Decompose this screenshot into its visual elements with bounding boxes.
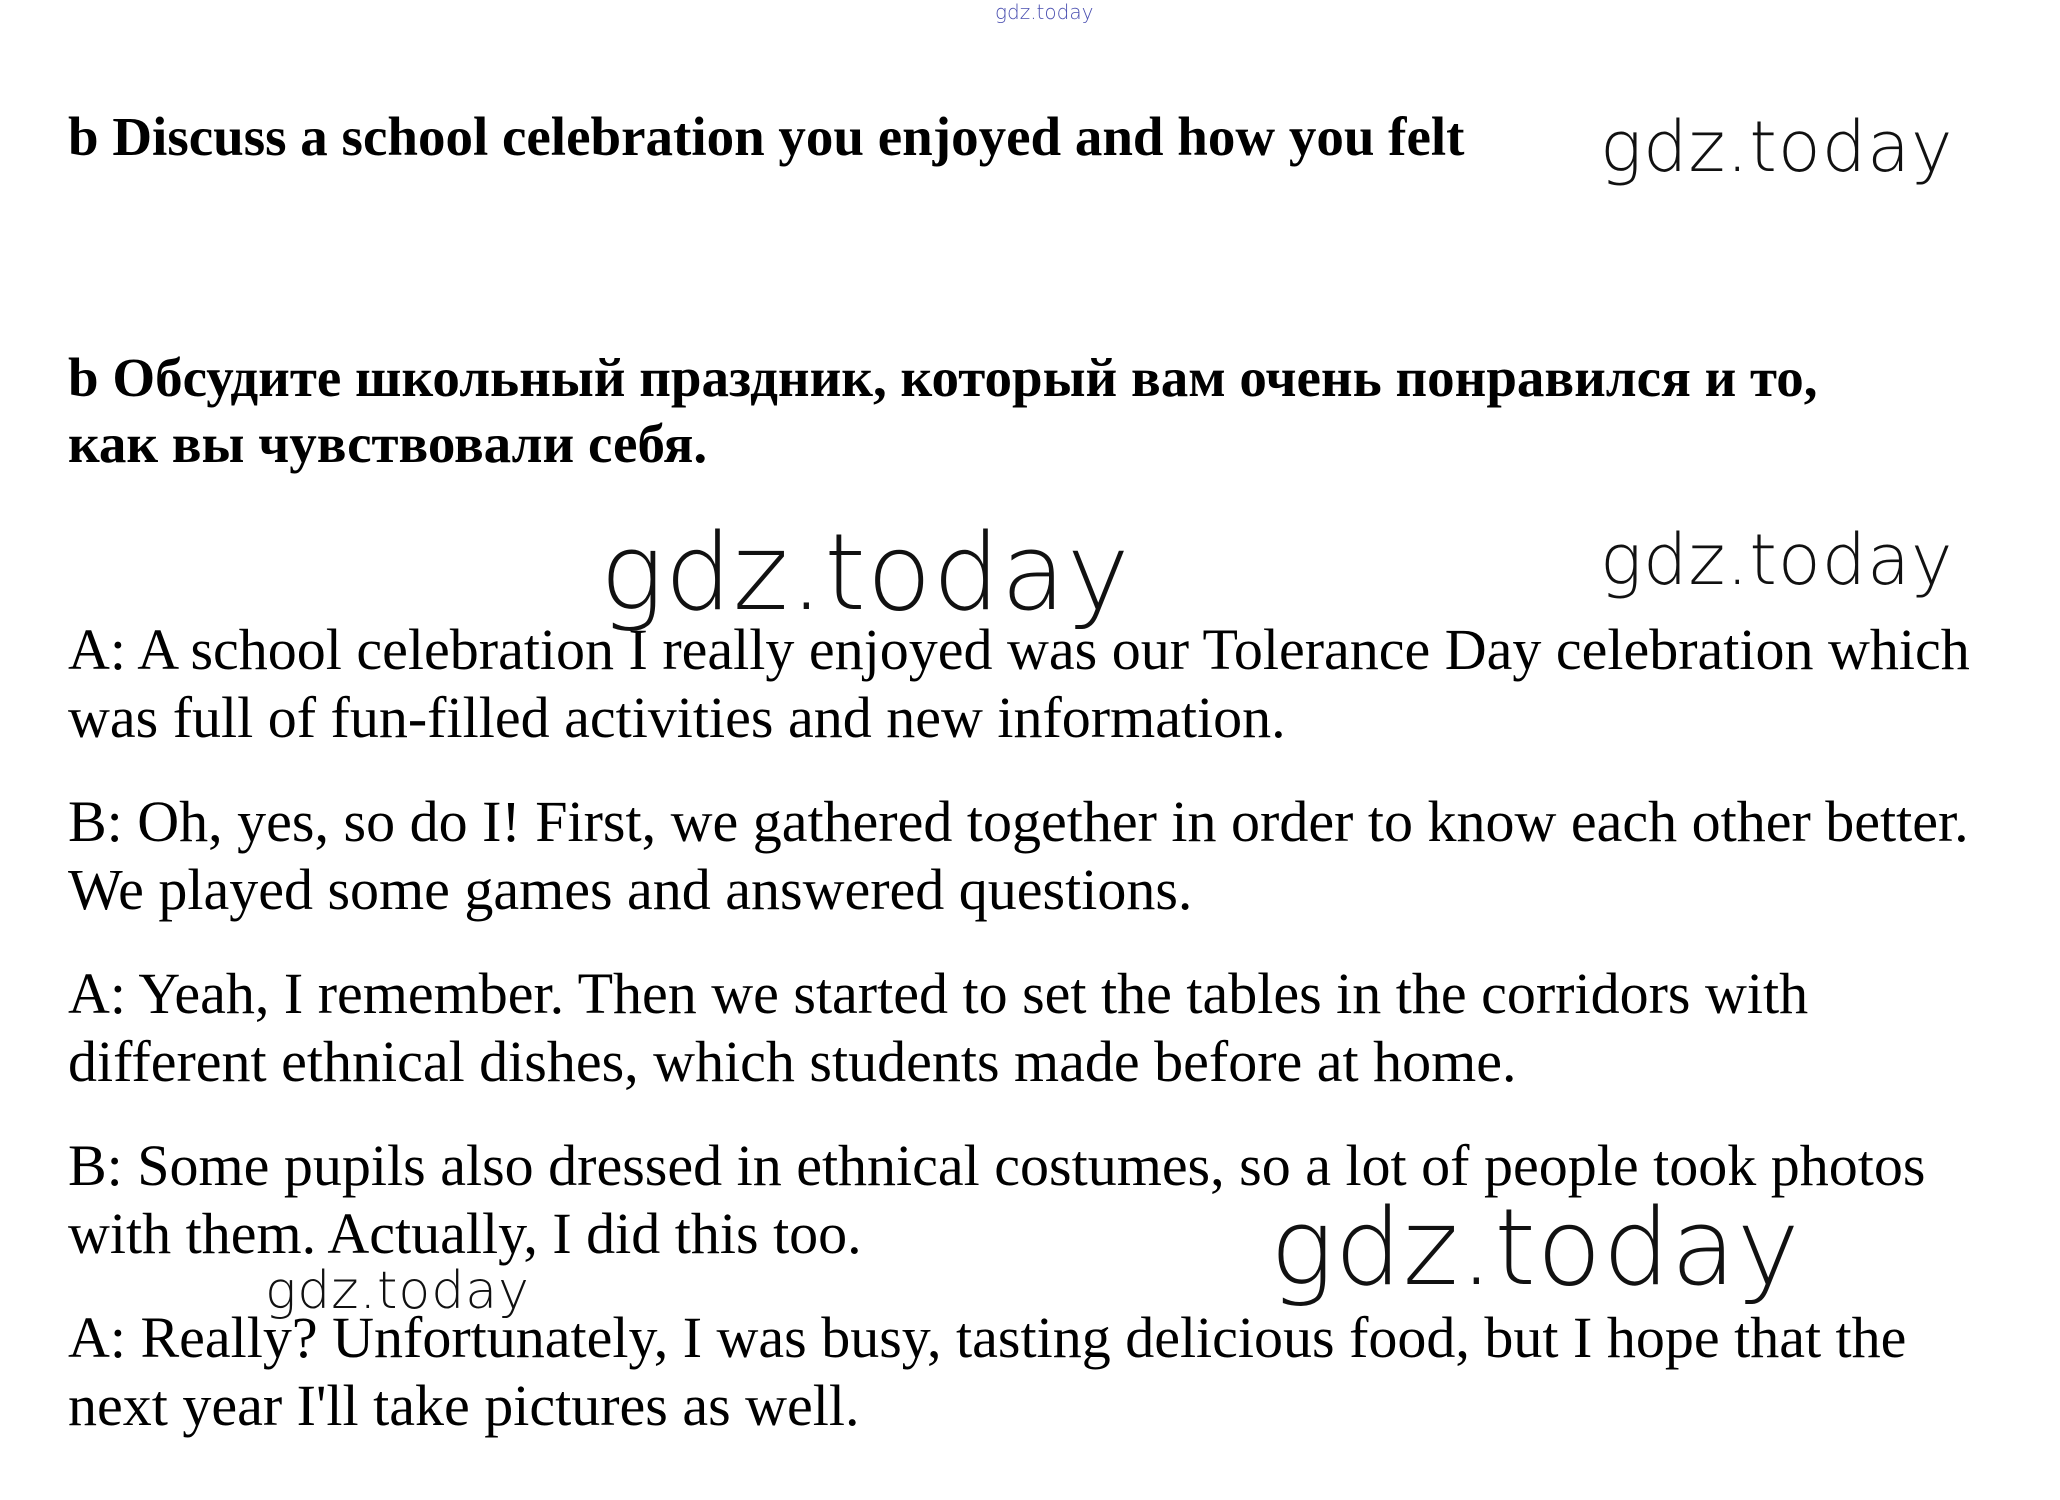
dialogue-turn-2-line-2: We played some games and answered questions. xyxy=(68,857,1193,922)
dialogue-turn-5 xyxy=(68,1304,2048,1440)
dialogue-turn-2-line-1: B: Oh, yes, so do I! First, we gathered together in order to know each other better. xyxy=(68,789,1969,854)
dialogue-turn-5-line-1: A: Really? Unfortunately, I was busy, tasting delicious food, but I hope that the xyxy=(68,1305,1907,1370)
dialogue-turn-5-line-2: next year I'll take pictures as well. xyxy=(68,1373,860,1438)
task-heading-en: b Discuss a school celebration you enjoyed and how you felt xyxy=(68,106,1465,167)
task-heading-ru-line-1: b Обсудите школьный праздник, который вам очень понравился и то, xyxy=(68,347,1818,408)
dialogue-turn-3-line-2: different ethnical dishes, which students made before at home. xyxy=(68,1029,1517,1094)
watermark-after-heading: gdz.today xyxy=(1600,106,1954,188)
task-heading-ru xyxy=(68,345,1988,477)
dialogue-turn-1-line-1: A: A school celebration I really enjoyed was our Tolerance Day celebration which xyxy=(68,617,1970,682)
dialogue-turn-3 xyxy=(68,960,2048,1096)
dialogue-turn-2 xyxy=(68,788,2048,924)
watermark-lower-left: gdz.today xyxy=(265,1261,530,1321)
dialogue-turn-3-line-1: A: Yeah, I remember. Then we started to set the tables in the corridors with xyxy=(68,961,1809,1026)
dialogue-turn-1 xyxy=(68,616,2048,752)
dialogue-turn-4-line-2: with them. Actually, I did this too. xyxy=(68,1201,862,1266)
dialogue-turn-1-line-2: was full of fun-filled activities and new information. xyxy=(68,685,1286,750)
watermark-right: gdz.today xyxy=(1600,519,1954,601)
watermark-center: gdz.today xyxy=(600,511,1131,634)
task-heading-ru-line-2: как вы чувствовали себя. xyxy=(68,413,708,474)
watermark-lower-right: gdz.today xyxy=(1270,1186,1801,1309)
dialogue-turn-4-line-1: B: Some pupils also dressed in ethnical costumes, so a lot of people took photos xyxy=(68,1133,1926,1198)
watermark-top: gdz.today xyxy=(995,0,1094,24)
